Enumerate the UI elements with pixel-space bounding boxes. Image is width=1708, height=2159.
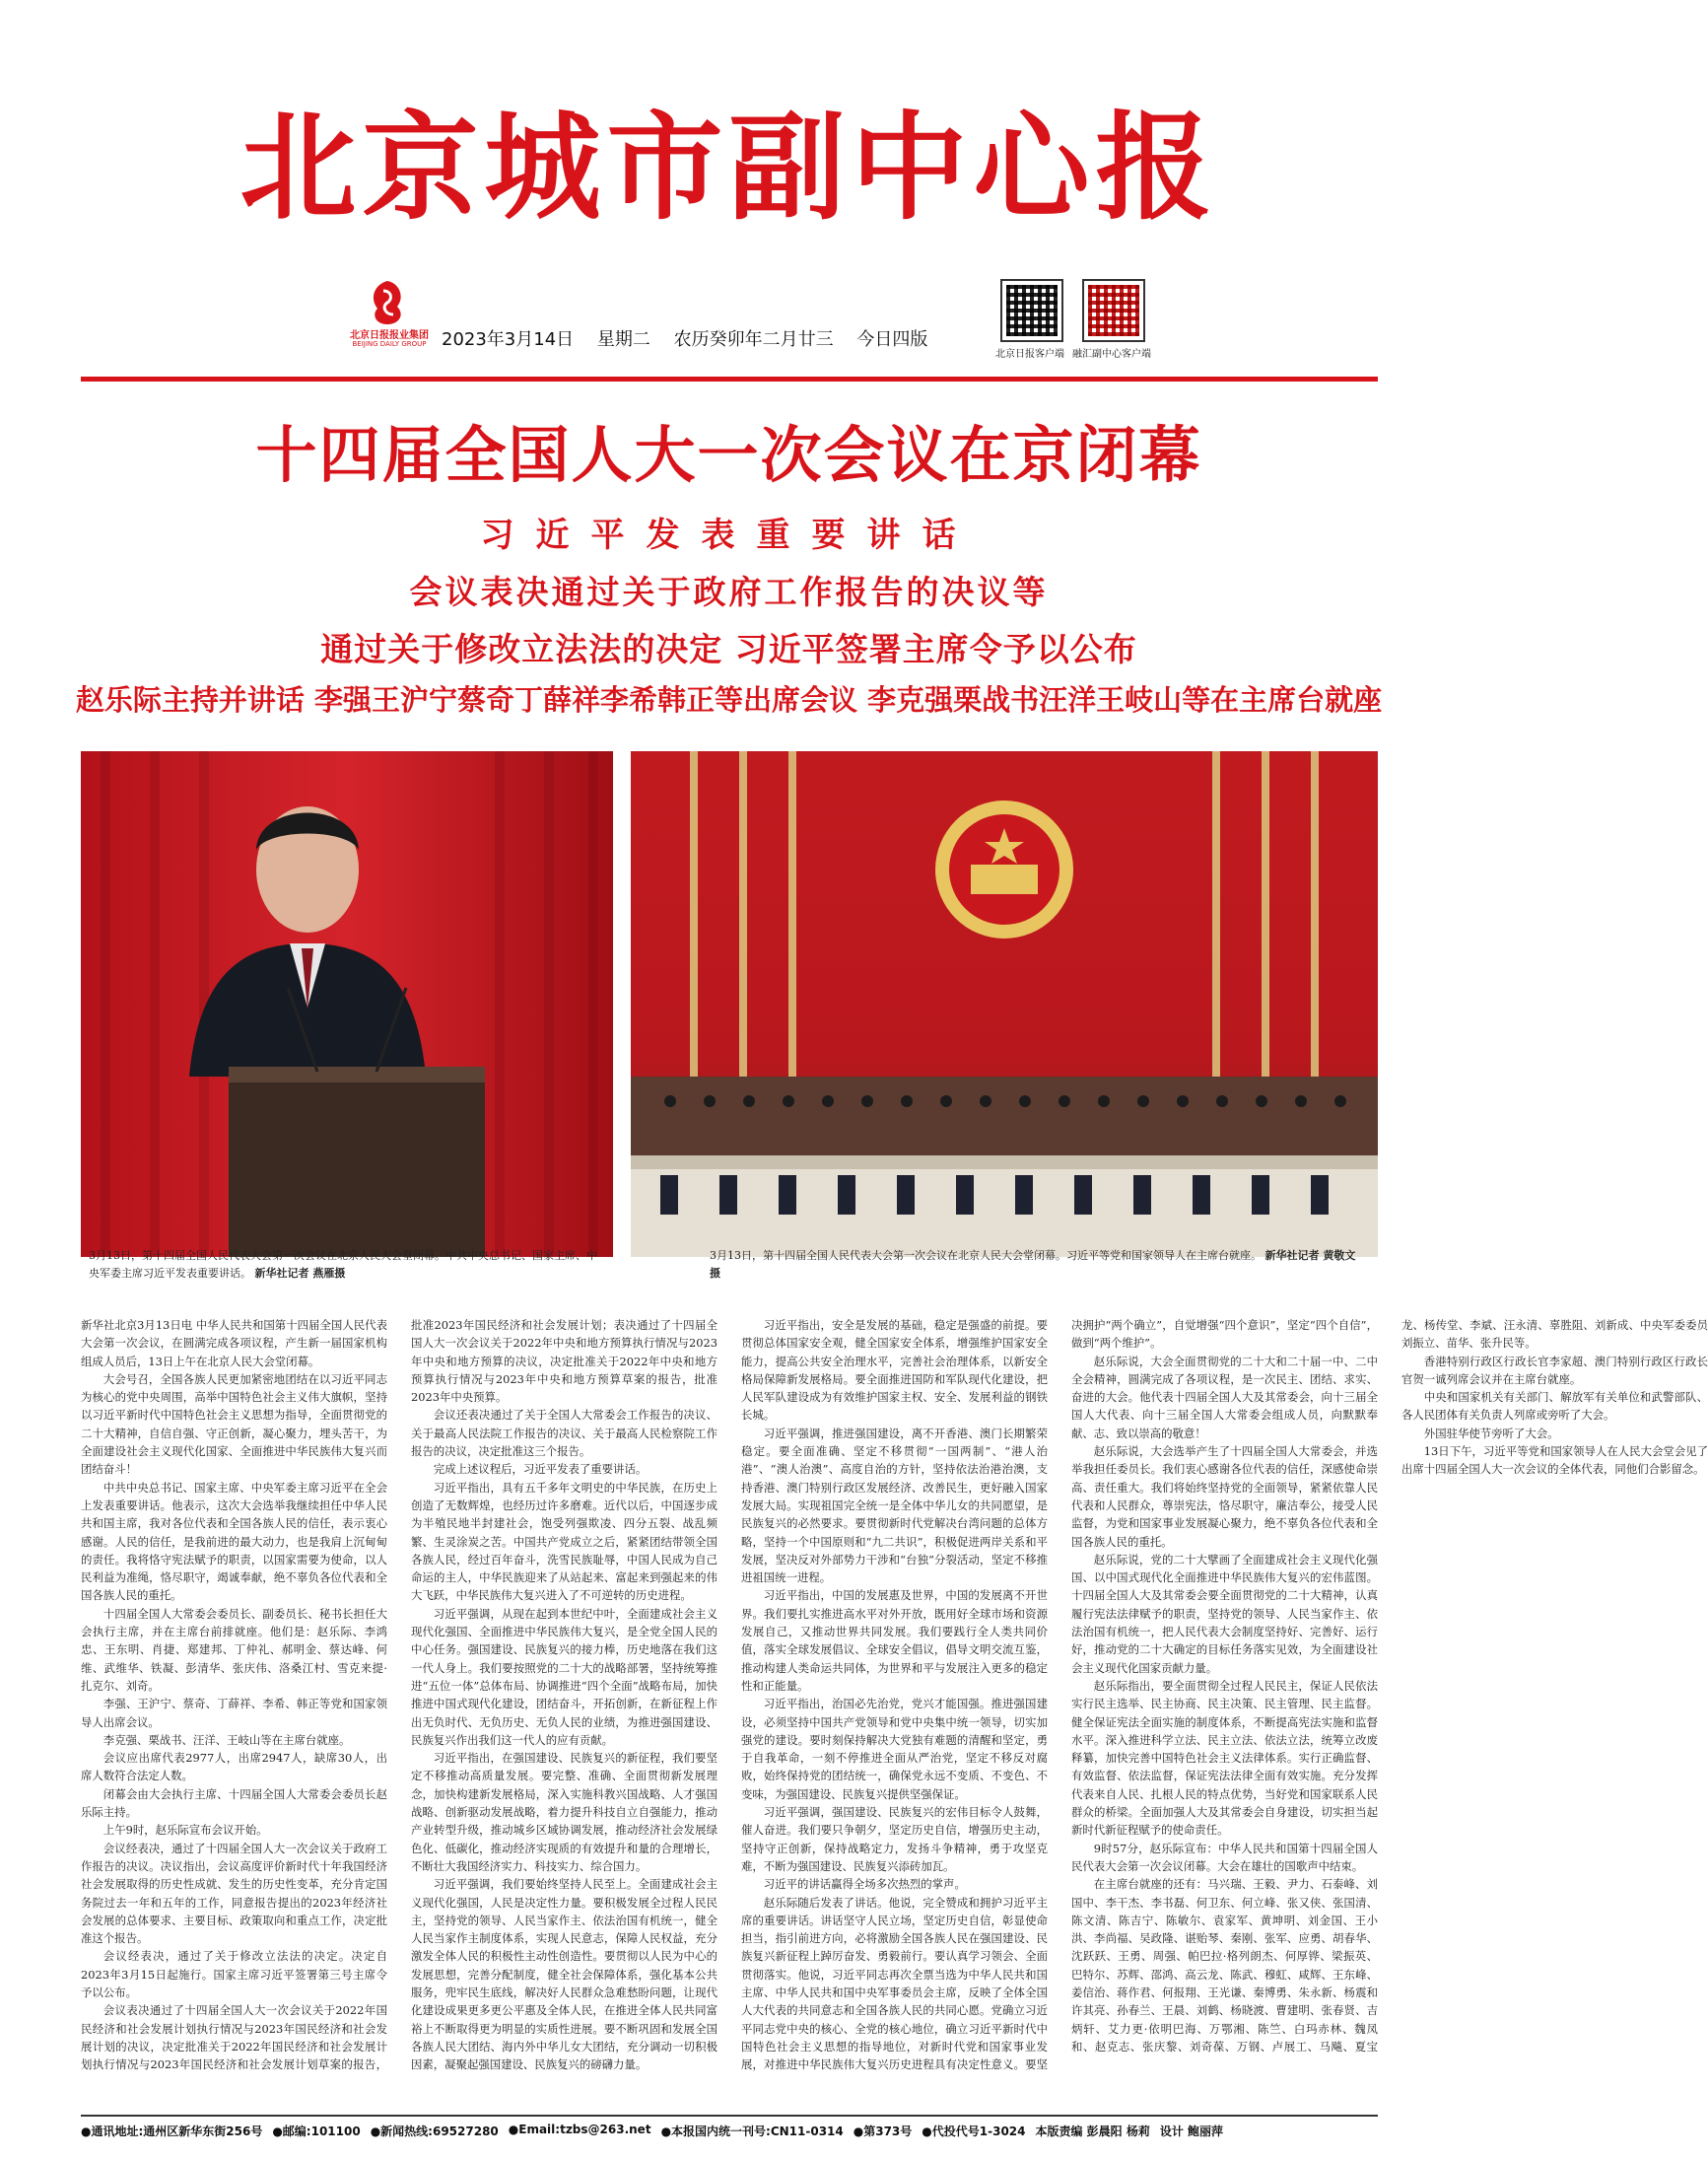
article-paragraph: 习近平强调，推进强国建设，离不开香港、澳门长期繁荣稳定。要全面准确、坚定不移贯彻“一国两制”、“港人治港”、“澳人治澳”、高度自治的方针，坚持依法治港治澳，支持香港、澳门特别行政区发展经济、改善民生，更好融入国家发展大局。实现祖国完全统一是全体中华儿女的共同愿望，是民族复兴的必然要求。要贯彻新时代党解决台湾问题的总体方略，坚持一个中国原则和“九二共识”，积极促进两岸关系和平发展，坚决反对外部势力干涉和“台独”分裂活动，坚定不移推进祖国统一进程。 bbox=[741, 1426, 1048, 1585]
article-paragraph: 上午9时，赵乐际宣布会议开始。 bbox=[102, 1823, 268, 1838]
article-paragraph: 习近平指出，在强国建设、民族复兴的新征程，我们要坚定不移推动高质量发展。要完整、准确、全面贯彻新发展理念，加快构建新发展格局，深入实施科教兴国战略、人才强国战略、创新驱动发展战略，着力提升科技自立自强能力，推动产业转型升级，推动城乡区域协调发展，推动经济社会发展绿色化、低碳化，推动经济实现质的有效提升和量的合理增长，不断壮大我国经济实力、科技实力、综合国力。 bbox=[411, 1751, 717, 1873]
article-paragraph: 会议应出席代表2977人，出席2947人，缺席30人，出席人数符合法定人数。 bbox=[81, 1751, 387, 1783]
subheadline: 赵乐际主持并讲话 李强王沪宁蔡奇丁薛祥李希韩正等出席会议 李克强栗战书汪洋王岐山等在主席台就座 bbox=[75, 683, 1383, 717]
footer-hotline: ●新闻热线:69527280 bbox=[370, 2124, 499, 2138]
publisher-name-en: BEIJING DAILY GROUP bbox=[352, 340, 427, 348]
article-paragraph: 会议经表决，通过了十四届全国人大一次会议关于政府工作报告的决议。决议指出，会议高度评价新时代十年我国经济社会发展取得的历史性成就、发生的历史性变革，充分肯定国务院过去一年和五年的工作，同意报告提出的2023年经济社会发展的总体要求、主要目标、政策取向和重点工作，决定批准这个报告。 bbox=[81, 1841, 387, 1946]
photo-speaker bbox=[81, 751, 613, 1257]
footer-design: 设计 鲍丽萍 bbox=[1159, 2124, 1224, 2138]
article-paragraph: 习近平指出，中国的发展惠及世界，中国的发展离不开世界。我们要扎实推进高水平对外开放，既用好全球市场和资源发展自己，又推动世界共同发展。我们要践行全人类共同价值，落实全球发展倡议、全球安全倡议，倡导文明交流互鉴，推动构建人类命运共同体，为世界和平与发展注入更多的稳定性和正能量。 bbox=[741, 1588, 1048, 1693]
article-paragraph: 赵乐际随后发表了讲话。他说，完全赞成和拥护习近平主席的重要讲话。讲话坚守人民立场，坚定历史自信，彰显使命担当，指引前进方向，必将激励全国各族人民在强国建设、民族复兴新征程上踔厉奋发、勇毅前行。要认真学习领会、全面贯彻落实。他说，习近平同志再次全票当选为中华人民共和国主席、中华人民共和国中央军事委员会主席，反映了全体全国人大代表的共同意志和全国各族人民的共同心愿。党确立习近平同志党中央的核心、全党的核心地位，确立习近平新时代中国特色社会主义思想的指导地位，对新时代党和国家事业发展，对推进中华民族伟大复兴历史进程具有决定性意义。要坚决拥护“两个确立”，自觉增强“四个意识”，坚定“四个自信”，做到“两个维护”。 bbox=[741, 1318, 1378, 2072]
article-paragraph: 赵乐际说，党的二十大擘画了全面建成社会主义现代化强国、以中国式现代化全面推进中华民族伟大复兴的宏伟蓝图。十四届全国人大及其常委会要全面贯彻党的二十大精神，认真履行宪法法律赋予的职责，坚持党的领导、人民当家作主、依法治国有机统一，把人民代表大会制度坚持好、完善好、运行好，推动党的二十大确定的目标任务落实见效，为全面建设社会主义现代化国家贡献力量。 bbox=[1071, 1552, 1378, 1675]
header-rule bbox=[81, 377, 1378, 382]
main-headline: 十四届全国人大一次会议在京闭幕 bbox=[255, 419, 1202, 491]
subheadline: 通过关于修改立法法的决定 习近平签署主席令予以公布 bbox=[320, 630, 1137, 668]
article-paragraph: 赵乐际说，大会全面贯彻党的二十大和二十届一中、二中全会精神，圆满完成了各项议程，是一次民主、团结、求实、奋进的大会。他代表十四届全国人大及其常委会，向十三届全国人大代表、向十三届全国人大常委会组成人员，向默默奉献、志、致以崇高的敬意！ bbox=[1071, 1354, 1378, 1440]
edition-count: 今日四版 bbox=[856, 329, 928, 350]
masthead: 北京城市副中心报 bbox=[239, 99, 1218, 236]
article-paragraph: 习近平指出，安全是发展的基础，稳定是强盛的前提。要贯彻总体国家安全观，健全国家安全体系，增强维护国家安全能力，提高公共安全治理水平，完善社会治理体系，以新安全格局保障新发展格局。要全面推进国防和军队现代化建设，把人民军队建设成为有效维护国家主权、安全、发展利益的钢铁长城。 bbox=[741, 1318, 1048, 1423]
footer-code: ●代投代号1-3024 bbox=[922, 2124, 1026, 2138]
article-paragraph: 中共中央总书记、国家主席、中央军委主席习近平在全会上发表重要讲话。他表示，这次大会选举我继续担任中华人民共和国主席，我对各位代表和全国各族人民的信任，表示衷心感谢。人民的信任，是我前进的最大动力，也是我肩上沉甸甸的责任。我将恪守宪法赋予的职责，以国家需要为使命，以人民利益为准绳，恪尽职守，竭诚奉献，绝不辜负各位代表和全国各族人民的重托。 bbox=[81, 1480, 387, 1603]
article-paragraph: 香港特别行政区行政长官李家超、澳门特别行政区行政长官贺一诚列席会议并在主席台就座。 bbox=[1401, 1354, 1708, 1386]
article-paragraph: 习近平的讲话赢得全场多次热烈的掌声。 bbox=[763, 1877, 966, 1892]
article-paragraph: 会议经表决，通过了关于修改立法法的决定。决定自2023年3月15日起施行。国家主席习近平签署第三号主席令予以公布。 bbox=[81, 1949, 387, 1999]
qr-label: 北京日报客户端 bbox=[995, 349, 1064, 360]
qr-label: 融汇副中心客户端 bbox=[1072, 349, 1151, 360]
article-paragraph: 习近平强调，我们要始终坚持人民至上。全面建成社会主义现代化强国，人民是决定性力量。要积极发展全过程人民民主，坚持党的领导、人民当家作主、依法治国有机统一，健全人民当家作主制度体系，实现人民意志，保障人民权益，充分激发全体人民的积极性主动性创造性。要贯彻以人民为中心的发展思想，完善分配制度，健全社会保障体系，强化基本公共服务，兜牢民生底线，解决好人民群众急难愁盼问题，让现代化建设成果更多更公平惠及全体人民，在推进全体人民共同富裕上不断取得更为明显的实质性进展。要不断巩固和发展全国各族人民大团结、海内外中华儿女大团结，充分调动一切积极因素，凝聚起强国建设、民族复兴的磅礴力量。 bbox=[411, 1877, 717, 2072]
article-paragraph: 李强、王沪宁、蔡奇、丁薛祥、李希、韩正等党和国家领导人出席会议。 bbox=[81, 1697, 387, 1729]
footer-issue: ●第373号 bbox=[853, 2124, 913, 2138]
article-paragraph: 赵乐际指出，要全面贯彻全过程人民民主，保证人民依法实行民主选举、民主协商、民主决策、民主管理、民主监督。健全保证宪法全面实施的制度体系，不断提高宪法实施和监督水平。深入推进科学立法、民主立法、依法立法，统筹立改废释纂，加快完善中国特色社会主义法律体系。实行正确监督、有效监督、依法监督，保证宪法法律全面有效实施。充分发挥代表来自人民、扎根人民的特点优势，当好党和国家联系人民群众的桥梁。全面加强人大及其常委会自身建设，切实担当起新时代新征程赋予的使命责任。 bbox=[1071, 1678, 1378, 1838]
article-paragraph: 会议表决通过了十四届全国人大一次会议关于2022年国民经济和社会发展计划执行情况与2023年国民经济和社会发展计划的决议，决定批准关于2022年国民经济和社会发展计划执行情况与2023年国民经济和社会发展计划草案的报告，批准2023年国民经济和社会发展计划；表决通过了十四届全国人大一次会议关于2022年中央和地方预算执行情况与2023年中央和地方预算的决议，决定批准关于2022年中央和地方预算执行情况与2023年中央和地方预算草案的报告，批准2023年中央预算。 bbox=[81, 1318, 717, 2072]
photo-credit: 新华社记者 燕雁摄 bbox=[254, 1267, 346, 1280]
dateline bbox=[442, 325, 1013, 349]
logo-mark-icon bbox=[366, 279, 409, 326]
photo-caption bbox=[89, 1247, 601, 1283]
article-paragraph: 赵乐际说，大会选举产生了十四届全国人大常委会，并选举我担任委员长。我们衷心感谢各位代表的信任，深感使命崇高、责任重大。我们将始终坚持党的全面领导，紧紧依靠人民代表和人民群众，尊崇宪法，恪尽职守，廉洁奉公，接受人民监督，为党和国家事业发展凝心聚力，绝不辜负各位代表和全国各族人民的重托。 bbox=[1071, 1444, 1378, 1549]
article-paragraph: 9时57分，赵乐际宣布：中华人民共和国第十四届全国人民代表大会第一次会议闭幕。大会在雄壮的国歌声中结束。 bbox=[1071, 1841, 1378, 1873]
qr-code-icon[interactable] bbox=[1000, 279, 1063, 342]
subheadline: 会议表决通过关于政府工作报告的决议等 bbox=[409, 573, 1049, 611]
article-paragraph: 习近平指出，具有五千多年文明史的中华民族，在历史上创造了无数辉煌，也经历过许多磨难。近代以后，中国逐步成为半殖民地半封建社会，饱受列强欺凌、四分五裂、战乱频繁、生灵涂炭之苦。中国共产党成立之后，紧紧团结带领全国各族人民，经过百年奋斗，洗雪民族耻辱，中国人民成为自己命运的主人，中华民族迎来了从站起来、富起来到强起来的伟大飞跃，中华民族伟大复兴进入了不可逆转的历史进程。 bbox=[411, 1480, 717, 1603]
caption-text: 3月13日，第十四届全国人民代表大会第一次会议在北京人民大会堂闭幕。习近平等党和国家领导人在主席台就座。 bbox=[710, 1249, 1262, 1262]
footer-email[interactable]: ●Email:tzbs@263.net bbox=[508, 2123, 651, 2136]
great-hall-illustration bbox=[631, 751, 1378, 1257]
article-body bbox=[81, 1316, 1708, 2085]
article-paragraph: 闭幕会由大会执行主席、十四届全国人大常委会委员长赵乐际主持。 bbox=[81, 1786, 387, 1820]
footer-address: ●通讯地址:通州区新华东街256号 bbox=[81, 2124, 263, 2138]
article-paragraph: 外国驻华使节旁听了大会。 bbox=[1423, 1426, 1559, 1440]
photo-caption bbox=[710, 1247, 1360, 1283]
caption-text: 3月13日，第十四届全国人民代表大会第一次会议在北京人民大会堂闭幕。中共中央总书记、国家主席、中央军委主席习近平发表重要讲话。 bbox=[89, 1249, 597, 1280]
article-paragraph: 十四届全国人大常委会委员长、副委员长、秘书长担任大会执行主席，并在主席台前排就座。他们是：赵乐际、李鸿忠、王东明、肖捷、郑建邦、丁仲礼、郝明金、蔡达峰、何维、武维华、铁凝、彭清华、张庆伟、洛桑江村、雪克来提·扎克尔、刘奇。 bbox=[81, 1606, 387, 1693]
speaker-illustration bbox=[81, 751, 613, 1257]
article-paragraph: 会议还表决通过了关于全国人大常委会工作报告的决议、关于最高人民法院工作报告的决议、关于最高人民检察院工作报告的决议，决定批准这三个报告。 bbox=[411, 1408, 717, 1459]
article-paragraph: 在主席台就座的还有：马兴瑞、王毅、尹力、石泰峰、刘国中、李干杰、李书磊、何卫东、何立峰、张又侠、张国清、陈文清、陈吉宁、陈敏尔、袁家军、黄坤明、刘金国、王小洪、李尚福、吴政隆、谌贻琴、秦刚、张军、应勇、胡春华、沈跃跃、王勇、周强、帕巴拉·格列朗杰、何厚铧、梁振英、巴特尔、苏辉、邵鸿、高云龙、陈武、穆虹、咸辉、王东峰、姜信治、蒋作君、何报翔、王光谦、秦博勇、朱永新、杨震和许其亮、孙春兰、王晨、刘鹤、杨晓渡、曹建明、张春贤、吉炳轩、艾力更·依明巴海、万鄂湘、陈竺、白玛赤林、魏凤和、赵克志、张庆黎、刘奇葆、万钢、卢展工、马飚、夏宝龙、杨传堂、李斌、汪永清、辜胜阻、刘新成、中央军委委员刘振立、苗华、张升民等。 bbox=[1071, 1318, 1708, 2054]
footer-info bbox=[81, 2115, 1378, 2146]
issue-date: 2023年3月14日 bbox=[442, 329, 575, 350]
article-lead: 新华社北京3月13日电 中华人民共和国第十四届全国人民代表大会第一次会议，在圆满完成各项议程，产生新一届国家机构组成人员后，13日上午在北京人民大会堂闭幕。 bbox=[81, 1318, 387, 1368]
footer-editor: 本版责编 彭晨阳 杨莉 bbox=[1035, 2124, 1150, 2138]
weekday: 星期二 bbox=[596, 329, 650, 350]
article-paragraph: 中央和国家机关有关部门、解放军有关单位和武警部队、各人民团体有关负责人列席或旁听了大会。 bbox=[1401, 1390, 1708, 1423]
footer-postcode: ●邮编:101100 bbox=[272, 2124, 361, 2138]
article-paragraph: 大会号召，全国各族人民更加紧密地团结在以习近平同志为核心的党中央周围，高举中国特色社会主义伟大旗帜，坚持以习近平新时代中国特色社会主义思想为指导，全面贯彻党的二十大精神，自信自强、守正创新，凝心聚力，埋头苦干，为全面建设社会主义现代化国家、全面推进中华民族伟大复兴而团结奋斗！ bbox=[81, 1371, 387, 1477]
publisher-name: 北京日报报业集团 bbox=[350, 330, 429, 341]
publisher-logo bbox=[330, 279, 448, 358]
photo-credit: 新华社记者 黄敬文摄 bbox=[710, 1249, 1356, 1280]
article-paragraph: 李克强、栗战书、汪洋、王岐山等在主席台就座。 bbox=[102, 1732, 351, 1747]
lunar-date: 农历癸卯年二月廿三 bbox=[673, 329, 834, 350]
article-paragraph: 完成上述议程后，习近平发表了重要讲话。 bbox=[433, 1462, 648, 1477]
subheadline: 习近平发表重要讲话 bbox=[480, 516, 978, 555]
article-paragraph: 习近平强调，从现在起到本世纪中叶，全面建成社会主义现代化强国、全面推进中华民族伟大复兴，是全党全国人民的中心任务。强国建设、民族复兴的接力棒，历史地落在我们这一代人身上。我们要按照党的二十大的战略部署，坚持统筹推进“五位一体”总体布局、协调推进“四个全面”战略布局，加快推进中国式现代化建设，团结奋斗，开拓创新，在新征程上作出无负时代、无负历史、无负人民的业绩，为推进强国建设、民族复兴作出我们这一代人的应有贡献。 bbox=[411, 1606, 717, 1747]
photo-great-hall bbox=[631, 751, 1378, 1257]
article-paragraph: 13日下午，习近平等党和国家领导人在人民大会堂会见了出席十四届全国人大一次会议的全体代表，同他们合影留念。 bbox=[1401, 1444, 1708, 1477]
footer-cn: ●本报国内统一刊号:CN11-0314 bbox=[660, 2124, 844, 2138]
article-paragraph: 习近平强调，强国建设、民族复兴的宏伟目标令人鼓舞，催人奋进。我们要只争朝夕，坚定历史自信，增强历史主动，坚持守正创新，保持战略定力，发扬斗争精神，勇于攻坚克难，不断为强国建设、民族复兴添砖加瓦。 bbox=[741, 1805, 1048, 1873]
article-paragraph: 习近平指出，治国必先治党，党兴才能国强。推进强国建设，必须坚持中国共产党领导和党中央集中统一领导，切实加强党的建设。要时刻保持解决大党独有难题的清醒和坚定，勇于自我革命，一刻不停推进全面从严治党，坚定不移反对腐败，始终保持党的团结统一，确保党永远不变质、不变色、不变味，为强国建设、民族复兴提供坚强保证。 bbox=[741, 1697, 1048, 1801]
qr-code-icon[interactable] bbox=[1082, 279, 1145, 342]
